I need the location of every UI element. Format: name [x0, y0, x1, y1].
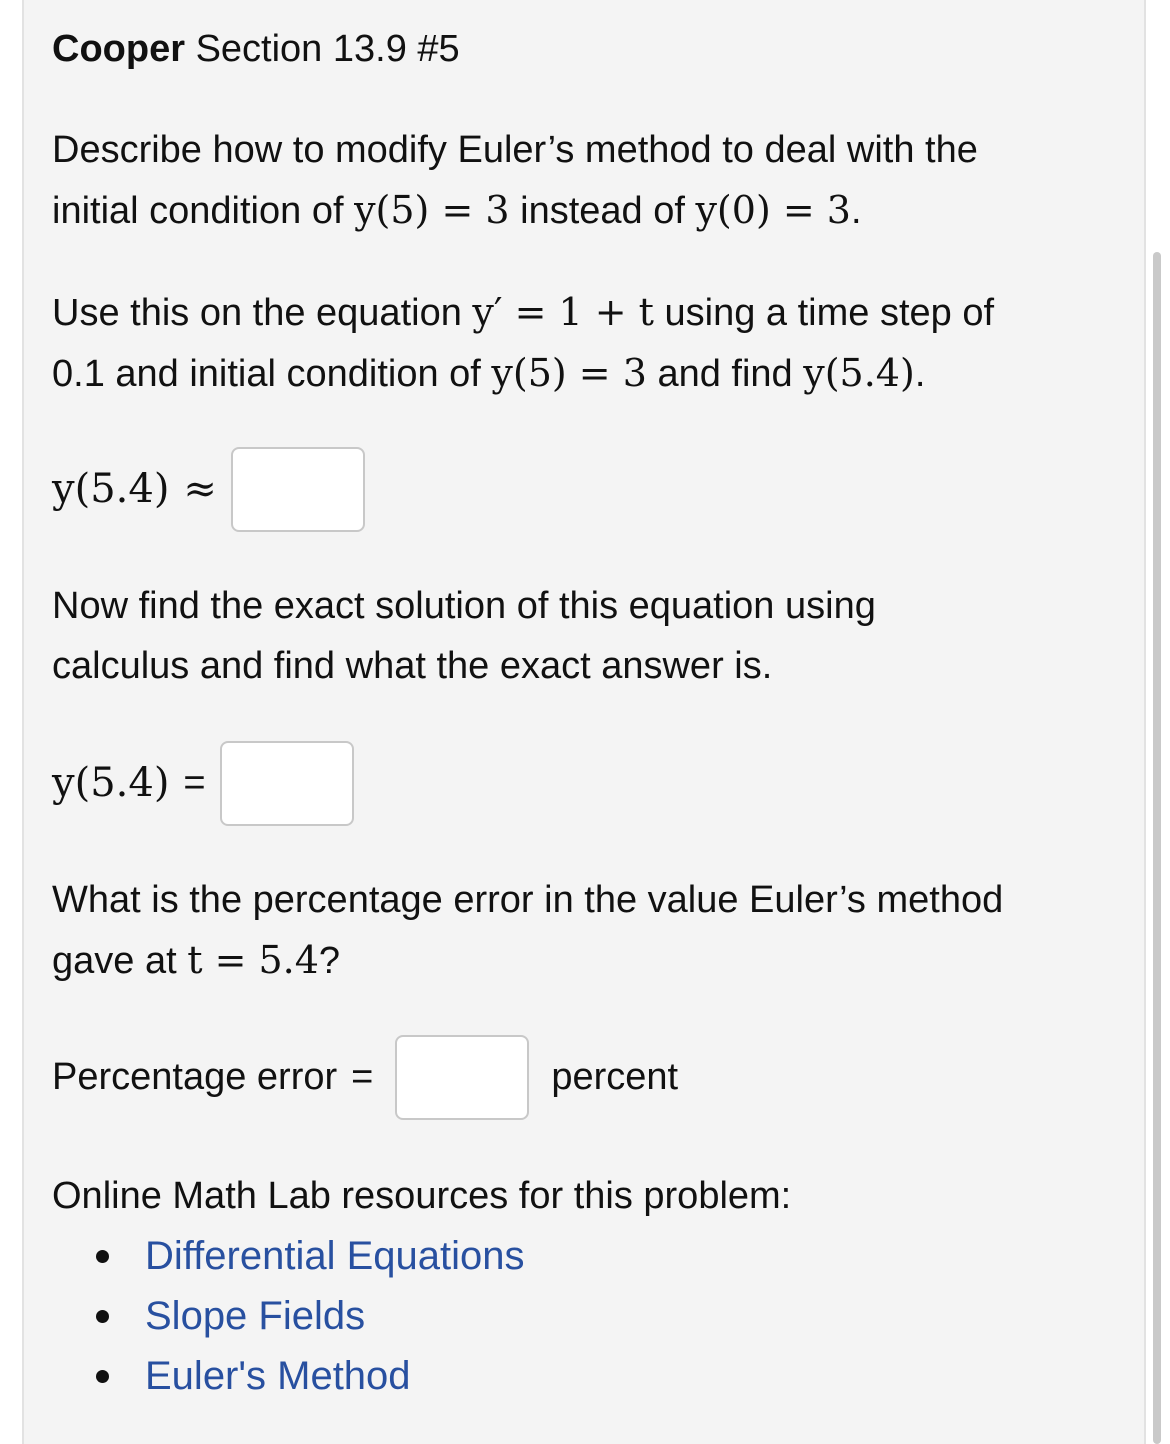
problem-section: Section 13.9 #5 [195, 28, 460, 70]
setup-initial-condition: y(5) = 3 [491, 351, 647, 395]
percentage-error-row [52, 1032, 678, 1122]
scrollbar[interactable] [1153, 252, 1161, 1444]
resources-title: Online Math Lab resources for this problem: [52, 1175, 792, 1217]
equals-symbol: = [183, 761, 206, 804]
exact-answer-row [52, 738, 354, 828]
initial-condition-old: y(0) = 3 [695, 188, 851, 232]
euler-answer-label: y(5.4) [52, 466, 170, 512]
question-setup [52, 282, 1132, 404]
time-value: t = 5.4 [187, 938, 319, 982]
euler-answer-row [52, 444, 365, 534]
exact-answer-input[interactable] [220, 741, 354, 826]
list-item [96, 1226, 525, 1286]
resources-list [96, 1226, 525, 1406]
problem-author: Cooper [52, 28, 185, 70]
percentage-error-input[interactable] [395, 1035, 529, 1120]
exact-line-1: Now find the exact solution of this equation using [52, 585, 876, 627]
bullet-icon [96, 1370, 109, 1383]
list-item [96, 1286, 525, 1346]
intro-line-1: Describe how to modify Euler’s method to deal with the [52, 129, 978, 171]
link-slope-fields[interactable]: Slope Fields [145, 1294, 366, 1338]
percent-unit: percent [551, 1055, 679, 1098]
error-line-2: gave at t = 5.4? [52, 938, 341, 982]
bullet-icon [96, 1310, 109, 1323]
equals-symbol: = [351, 1055, 374, 1098]
question-error [52, 870, 1132, 991]
euler-answer-input[interactable] [231, 447, 365, 532]
differential-equation: y′ = 1 + t [472, 290, 654, 334]
setup-line-2: 0.1 and initial condition of y(5) = 3 and find y(5.4). [52, 351, 926, 395]
intro-line-2: initial condition of y(5) = 3 instead of y(0) = 3. [52, 188, 862, 232]
list-item [96, 1346, 525, 1406]
target-value: y(5.4) [803, 351, 915, 395]
exact-answer-label: y(5.4) [52, 760, 170, 806]
error-line-1: What is the percentage error in the value Euler’s method [52, 879, 1004, 921]
approx-symbol: ≈ [183, 466, 217, 512]
question-intro [52, 120, 1132, 241]
exact-line-2: calculus and find what the exact answer is. [52, 645, 773, 687]
link-eulers-method[interactable]: Euler's Method [145, 1354, 411, 1398]
link-differential-equations[interactable]: Differential Equations [145, 1234, 525, 1278]
percentage-error-label: Percentage error [52, 1055, 338, 1098]
question-exact [52, 576, 1132, 696]
initial-condition-new: y(5) = 3 [354, 188, 510, 232]
bullet-icon [96, 1250, 109, 1263]
setup-line-1: Use this on the equation y′ = 1 + t using a time step of [52, 290, 995, 334]
problem-title [52, 26, 460, 72]
